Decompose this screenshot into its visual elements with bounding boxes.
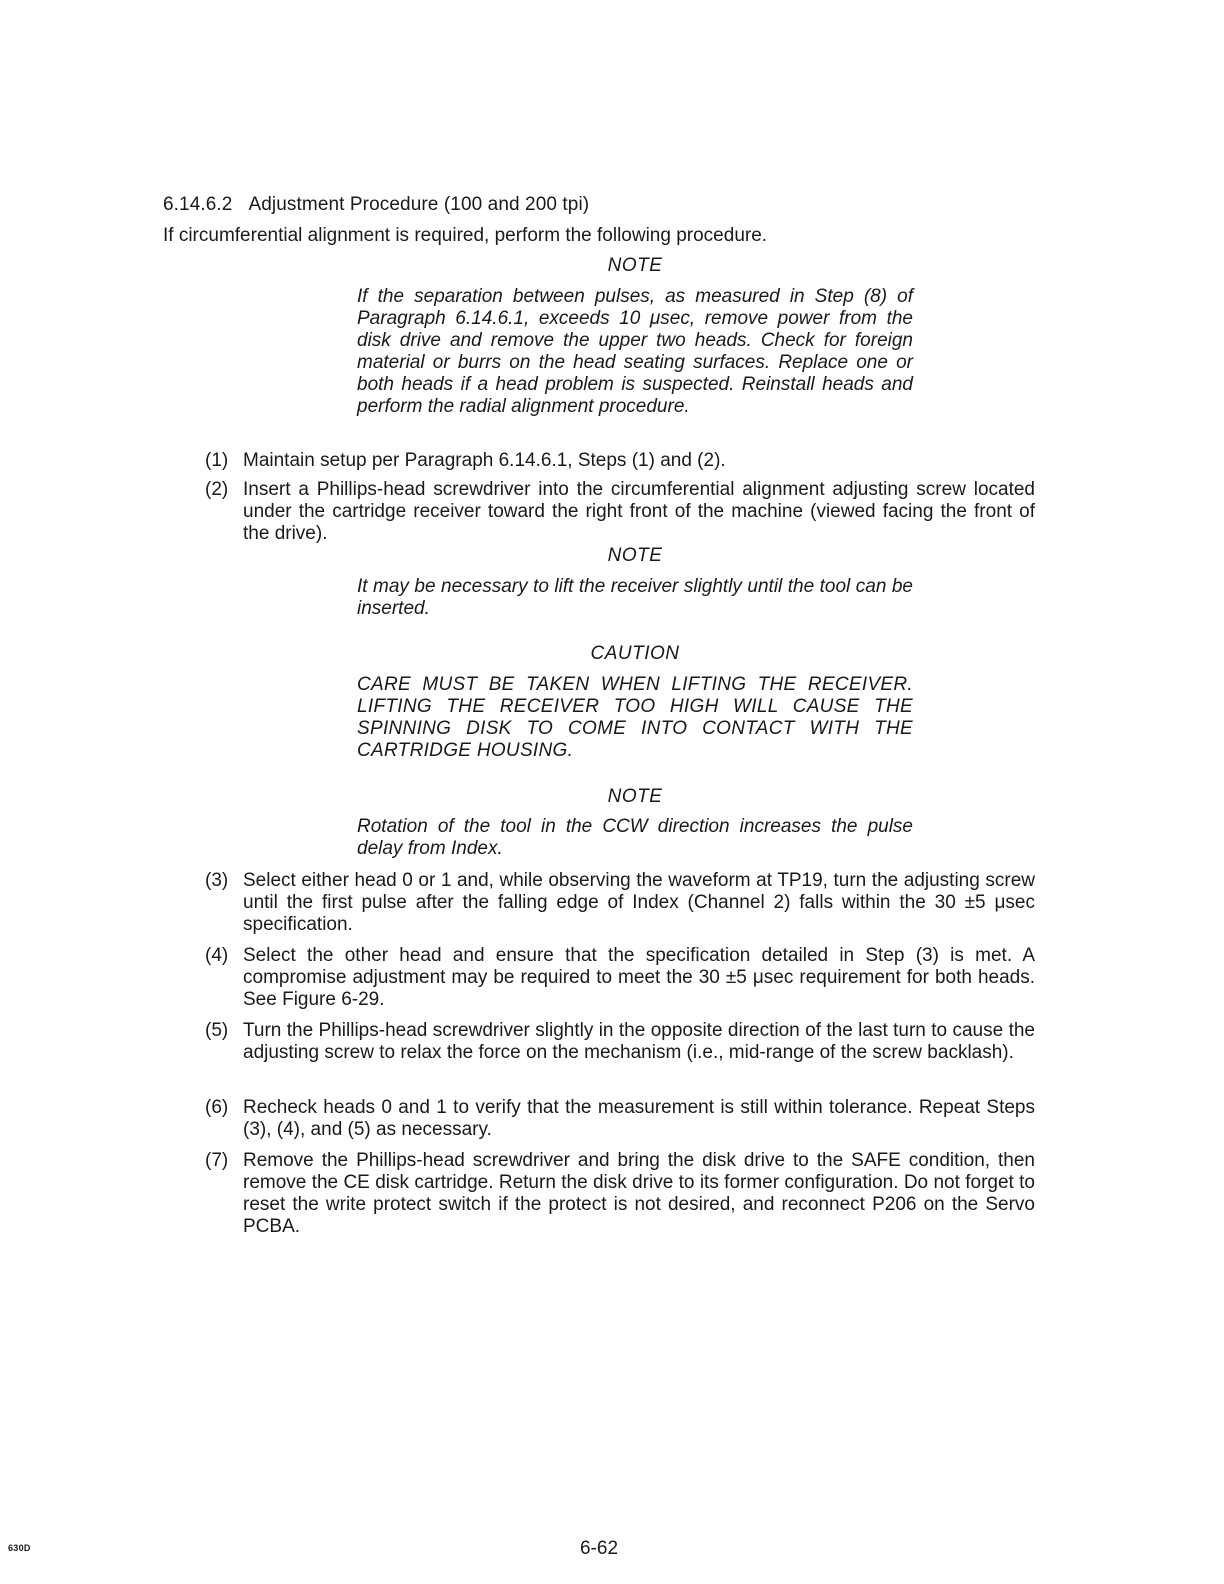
step-2	[205, 479, 1035, 545]
step-number: (6)	[205, 1097, 229, 1118]
note-3-title: NOTE	[607, 786, 663, 807]
step-5	[205, 1020, 1035, 1064]
step-6	[205, 1097, 1035, 1141]
document-code: 630D	[8, 1543, 31, 1553]
section-number: 6.14.6.2	[163, 194, 233, 215]
step-text: Maintain setup per Paragraph 6.14.6.1, Steps (1) and (2).	[243, 450, 726, 471]
step-1	[205, 450, 1035, 472]
caution-title: CAUTION	[590, 643, 680, 664]
step-text: Turn the Phillips-head screwdriver slightly in the opposite direction of the last turn to cause the adjusting screw to relax the force on the mechanism (i.e., mid-range of the screw backlash).	[243, 1020, 1035, 1063]
step-text: Select either head 0 or 1 and, while observing the waveform at TP19, turn the adjusting screw until the first pulse after the falling edge of Index (Channel 2) falls within the 30 ±5 μsec specification.	[243, 870, 1035, 935]
page-number: 6-62	[579, 1538, 619, 1559]
note-1-title: NOTE	[607, 255, 663, 276]
step-text: Insert a Phillips-head screwdriver into the circumferential alignment adjusting screw located under the cartridge receiver toward the right front of the machine (viewed facing the front of the drive).	[243, 479, 1035, 544]
step-text: Recheck heads 0 and 1 to verify that the measurement is still within tolerance. Repeat Steps (3), (4), and (5) as necessary.	[243, 1097, 1035, 1140]
section-title: Adjustment Procedure (100 and 200 tpi)	[248, 194, 590, 215]
step-number: (1)	[205, 450, 229, 471]
step-number: (2)	[205, 479, 229, 500]
step-number: (7)	[205, 1150, 229, 1171]
step-number: (3)	[205, 870, 229, 891]
step-number: (4)	[205, 945, 229, 966]
step-4	[205, 945, 1035, 1011]
note-2-title: NOTE	[607, 545, 663, 566]
note-2-body: It may be necessary to lift the receiver slightly until the tool can be inserted.	[357, 576, 913, 619]
step-number: (5)	[205, 1020, 229, 1041]
step-3	[205, 870, 1035, 936]
note-1-body: If the separation between pulses, as measured in Step (8) of Paragraph 6.14.6.1, exceeds 10 μsec, remove power from the disk drive and remove the upper two heads. Check for foreign material or burrs on the head seating surfaces. Replace one or both heads if a head problem is suspected. Reinstall heads and perform the radial alignment procedure.	[357, 286, 913, 417]
note-3-body: Rotation of the tool in the CCW direction increases the pulse delay from Index.	[357, 816, 913, 859]
caution-body: CARE MUST BE TAKEN WHEN LIFTING THE RECEIVER. LIFTING THE RECEIVER TOO HIGH WILL CAUSE THE SPINNING DISK TO COME INTO CONTACT WITH THE CARTRIDGE HOUSING.	[357, 674, 913, 761]
section-heading	[163, 194, 589, 216]
step-7	[205, 1150, 1035, 1238]
intro-paragraph: If circumferential alignment is required, perform the following procedure.	[163, 225, 768, 246]
step-text: Remove the Phillips-head screwdriver and bring the disk drive to the SAFE condition, then remove the CE disk cartridge. Return the disk drive to its former configuration. Do not forget to reset the write protect switch if the protect is not desired, and reconnect P206 on the Servo PCBA.	[243, 1150, 1035, 1237]
step-text: Select the other head and ensure that the specification detailed in Step (3) is met. A compromise adjustment may be required to meet the 30 ±5 μsec requirement for both heads. See Figure 6-29.	[243, 945, 1035, 1010]
